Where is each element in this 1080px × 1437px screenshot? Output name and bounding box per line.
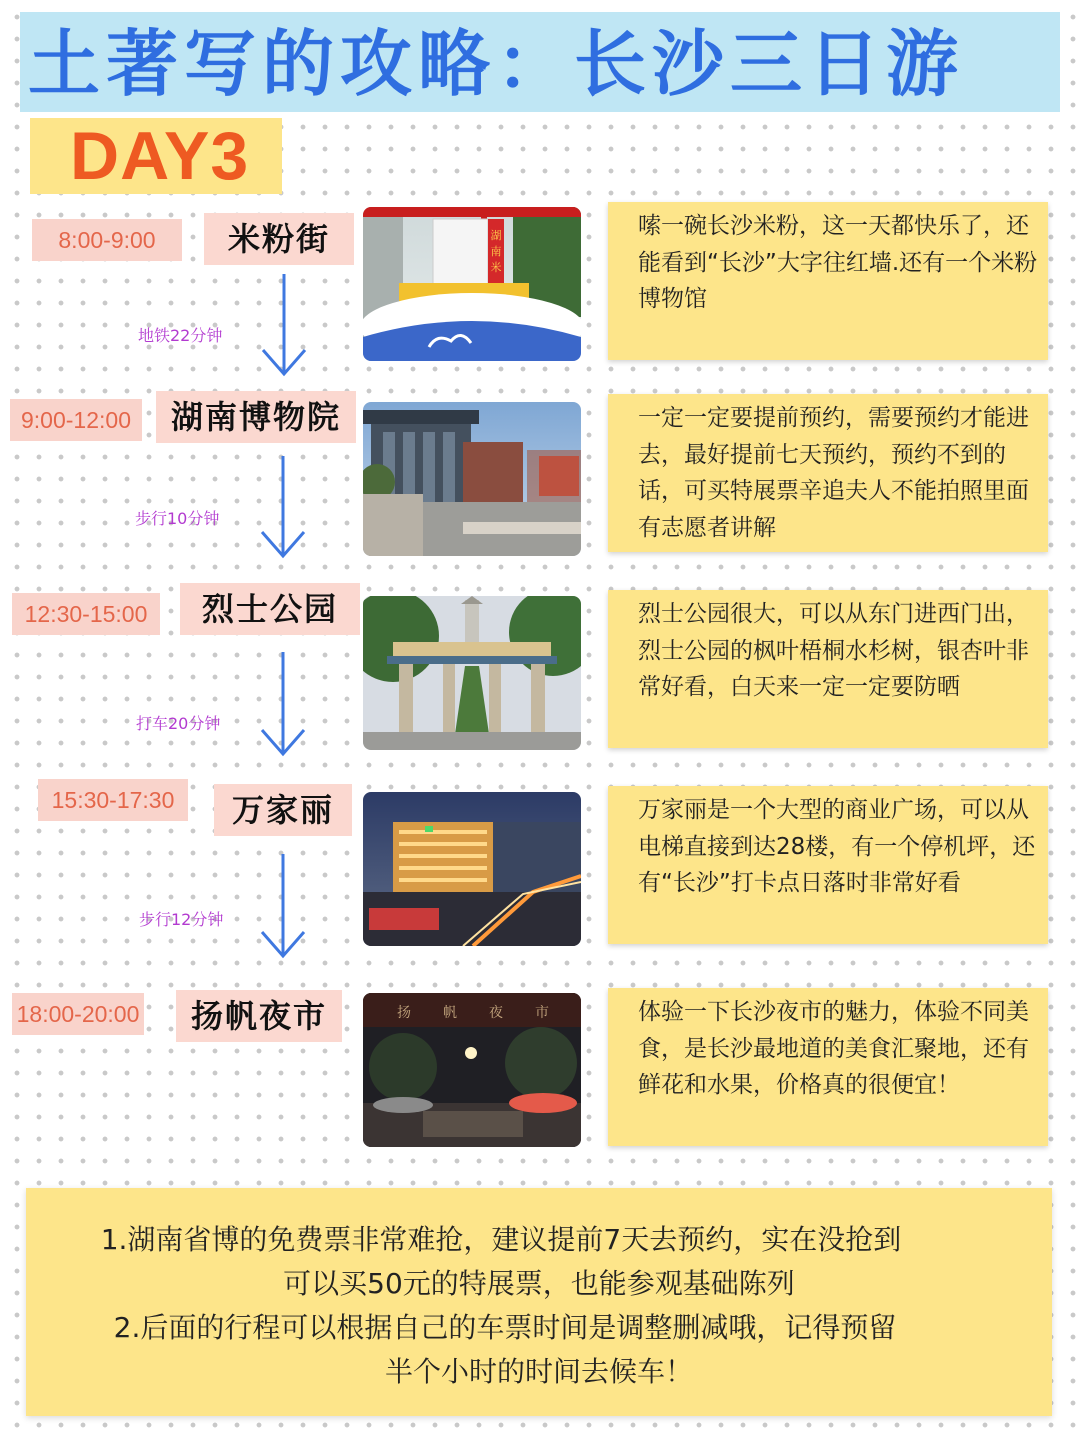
stop-3-transit: 打车20分钟 (136, 714, 221, 733)
stop-4-description: 万家丽是一个大型的商业广场，可以从电梯直接到达28楼，有一个停机坪，还有“长沙”打卡点日落时非常好看 (608, 786, 1048, 944)
svg-text:扬: 扬 (397, 1005, 411, 1021)
stop-5-place: 扬帆夜市 (176, 990, 342, 1042)
stop-3-place: 烈士公园 (180, 583, 360, 635)
stop-4-transit: 步行12分钟 (139, 910, 224, 929)
stop-1-place: 米粉街 (204, 213, 354, 265)
rice-noodle-street-photo-icon (363, 207, 581, 361)
tip-line-3: 2.后面的行程可以根据自己的车票时间是调整删减哦，记得预留 (113, 1311, 897, 1344)
svg-text:湖: 湖 (490, 229, 502, 242)
stop-2-place: 湖南博物院 (156, 391, 356, 443)
stop-1-time: 8:00-9:00 (32, 219, 182, 261)
tip-line-2: 可以买50元的特展票，也能参观基础陈列 (283, 1267, 795, 1300)
hunan-museum-photo-icon (363, 402, 581, 556)
yangfan-night-market-photo-icon (363, 993, 581, 1147)
stop-2-photo (363, 402, 581, 556)
stop-2-arrow-icon (258, 454, 308, 560)
stop-4-photo (363, 792, 581, 946)
stop-1-photo (363, 207, 581, 361)
day-label: DAY3 (70, 118, 250, 194)
martyrs-park-photo-icon (363, 596, 581, 750)
stop-3-time: 12:30-15:00 (12, 593, 160, 635)
stop-2-transit: 步行10分钟 (135, 509, 220, 528)
stop-4-place: 万家丽 (214, 784, 352, 836)
tip-line-1: 1.湖南省博的免费票非常难抢，建议提前7天去预约，实在没抢到 (100, 1223, 902, 1256)
stop-4-arrow-icon (258, 852, 308, 960)
stop-5-time: 18:00-20:00 (12, 993, 144, 1035)
stop-5-description: 体验一下长沙夜市的魅力，体验不同美食，是长沙最地道的美食汇聚地，还有鲜花和水果，价格真的很便宜！ (608, 988, 1048, 1146)
svg-text:帆: 帆 (443, 1005, 457, 1021)
stop-1-arrow-icon (259, 272, 309, 378)
svg-text:米: 米 (490, 261, 502, 274)
stop-3-description: 烈士公园很大，可以从东门进西门出，烈士公园的枫叶梧桐水杉树，银杏叶非常好看，白天来一定一定要防晒 (608, 590, 1048, 748)
svg-text:市: 市 (535, 1005, 549, 1021)
svg-text:夜: 夜 (489, 1005, 503, 1021)
stop-1-transit: 地铁22分钟 (138, 326, 223, 345)
stop-2-description: 一定一定要提前预约，需要预约才能进去，最好提前七天预约，预约不到的话，可买特展票辛追夫人不能拍照里面有志愿者讲解 (608, 394, 1048, 552)
wanjiali-night-photo-icon (363, 792, 581, 946)
tip-line-4: 半个小时的时间去候车！ (384, 1355, 693, 1388)
stop-4-time: 15:30-17:30 (38, 779, 188, 821)
stop-2-time: 9:00-12:00 (10, 399, 142, 441)
page-title: 土著写的攻略：长沙三日游 (28, 22, 965, 106)
stop-3-arrow-icon (258, 650, 308, 758)
svg-text:南: 南 (490, 245, 502, 258)
stop-5-photo (363, 993, 581, 1147)
tips-box (26, 1188, 1052, 1416)
stop-3-photo (363, 596, 581, 750)
stop-1-description: 嗦一碗长沙米粉，这一天都快乐了，还能看到“长沙”大字往红墙.还有一个米粉博物馆 (608, 202, 1048, 360)
